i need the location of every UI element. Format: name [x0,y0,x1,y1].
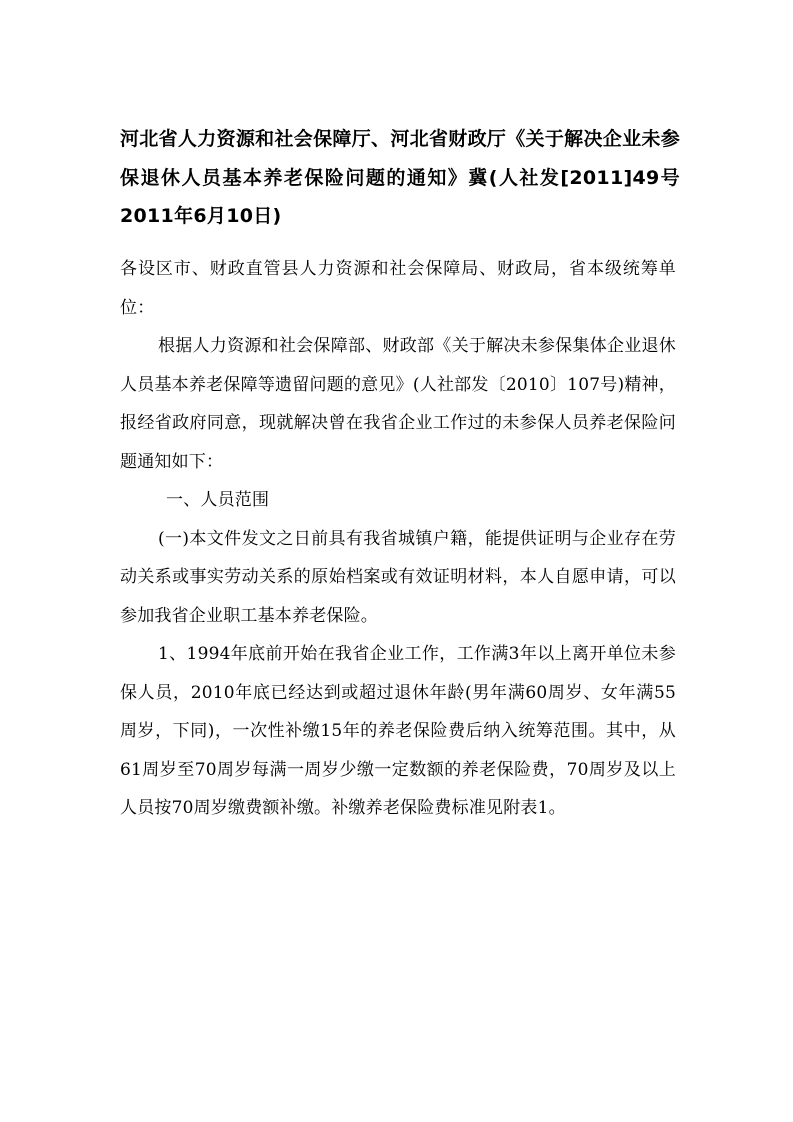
item-paragraph: 1、1994年底前开始在我省企业工作，工作满3年以上离开单位未参保人员，2010年底已经达到或超过退休年龄(男年满60周岁、女年满55周岁，下同)，一次性补缴15年的养老保险费后纳入统筹范围。其中，从61周岁至70周岁每满一周岁少缴一定数额的养老保险费，70周岁及以上人员按70周岁缴费额补缴。补缴养老保险费标准见附表1。 [120,644,676,818]
intro-paragraph: 根据人力资源和社会保障部、财政部《关于解决未参保集体企业退休人员基本养老保障等遗留问题的意见》(人社部发〔2010〕107号)精神，报经省政府同意，现就解决曾在我省企业工作过的未参保人员养老保险问题通知如下： [120,336,676,472]
clause-paragraph: (一)本文件发文之日前具有我省城镇户籍，能提供证明与企业存在劳动关系或事实劳动关系的原始档案或有效证明材料，本人自愿申请，可以参加我省企业职工基本养老保险。 [120,528,676,626]
section-heading-personnel-scope: 一、人员范围 [166,490,270,510]
document-body [120,250,676,828]
salutation: 各设区市、财政直管县人力资源和社会保障局、财政局，省本级统筹单位： [120,259,676,318]
document-title: 河北省人力资源和社会保障厅、河北省财政厅《关于解决企业未参保退休人员基本养老保险问题的通知》冀(人社发[2011]49号 2011年6月10日) [120,128,700,227]
